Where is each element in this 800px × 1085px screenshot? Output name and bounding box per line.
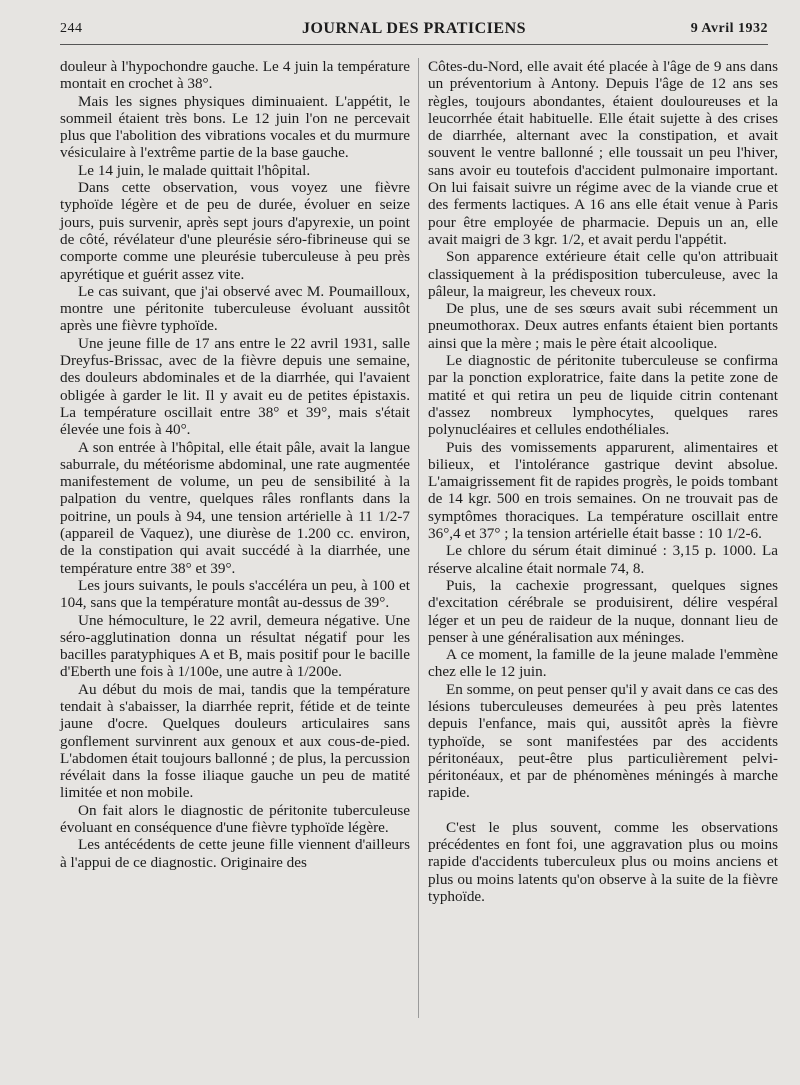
paragraph: Au début du mois de mai, tandis que la température tendait à s'abaisser, la diarrhée reprit, fétide et de teinte jaune d'ocre. Quelques douleurs articulaires sans gonflement survinrent aux genoux et aux cous-de-pied. L'abdomen était toujours ballonné ; de plus, la percussion révélait dans la fosse iliaque gauche un peu de matité limitée et non mobile. [60, 680, 410, 802]
paragraph: Le cas suivant, que j'ai observé avec M. Poumailloux, montre une péritonite tuberculeuse évoluant aussitôt après une fièvre typhoïde. [60, 282, 410, 335]
paragraph: Les jours suivants, le pouls s'accéléra un peu, à 100 et 104, sans que la température montât au-dessus de 39°. [60, 576, 410, 612]
paragraph: De plus, une de ses sœurs avait subi récemment un pneumothorax. Deux autres enfants étaient bien portants ainsi que la mère ; mais le père était alcoolique. [428, 300, 778, 352]
paragraph: Les antécédents de cette jeune fille viennent d'ailleurs à l'appui de ce diagnostic. Originaire des [60, 836, 410, 871]
paragraph: Dans cette observation, vous voyez une fièvre typhoïde légère et de peu de durée, évoluer en seize jours, puis survenir, après sept jours d'apyrexie, un point de côté, révélateur d'une pleurésie séro-fibrineuse qui se comporte comme une pleurésie tuberculeuse à peu près apyrétique et guérit assez vite. [60, 179, 410, 283]
paragraph: A son entrée à l'hôpital, elle était pâle, avait la langue saburrale, du météorisme abdominal, une rate augmentée manifestement de volume, un peu de sensibilité à la palpation du ventre, quelques râles ronflants dans la poitrine, un pouls à 94, une tension artérielle à 11 1/2-7 (appareil de Vaquez), une diurèse de 1.200 cc. environ, de la constipation qui avait succédé à la diarrhée, une température entre 38° et 39°. [60, 438, 410, 577]
paragraph: C'est le plus souvent, comme les observations précédentes en font foi, une aggravation plus ou moins rapide d'accidents tuberculeux plus ou moins anciens et plus ou moins latents qu'on observe à la suite de la fièvre typhoïde. [428, 818, 778, 905]
paragraph: douleur à l'hypochondre gauche. Le 4 juin la température montait en crochet à 38°. [60, 58, 410, 93]
header-rule [60, 44, 768, 45]
paragraph: En somme, on peut penser qu'il y avait dans ce cas des lésions tuberculeuses demeurées à peu près latentes depuis l'enfance, mais qui, aussitôt après la fièvre typhoïde, se sont manifestées par des accidents péritonéaux, peut-être plus particulièrement pelvi-péritonéaux, et par de phénomènes méningés à marche rapide. [428, 680, 778, 802]
paragraph: Le 14 juin, le malade quittait l'hôpital. [78, 161, 311, 179]
column-divider [418, 58, 419, 1018]
paragraph: Une hémoculture, le 22 avril, demeura négative. Une séro-agglutination donna un résultat négatif pour les bacilles paratyphiques A et B, mais positif pour le bacille d'Eberth une fois à 1/100e, une autre à 1/200e. [60, 611, 410, 681]
paragraph: Puis, la cachexie progressant, quelques signes d'excitation cérébrale se produisirent, délire vespéral léger et un peu de raideur de la nuque, donnant lieu de penser à une généralisation aux méninges. [428, 576, 778, 646]
left-column [60, 58, 410, 871]
paragraph: Côtes-du-Nord, elle avait été placée à l'âge de 9 ans dans un préventorium à Antony. Depuis l'âge de 12 ans ses règles, toujours abondantes, étaient douloureuses et la leucorrhée était habituelle. Elle était sujette à des crises de diarrhée, alternant avec la constipation, et avait souvent le ventre ballonné ; elle toussait un peu l'hiver, sans avoir eu toutefois d'accident pulmonaire important. On lui faisait suivre un régime avec de la viande crue et des ferments lactiques. A 16 ans elle était venue à Paris pour être employée de pharmacie. Depuis un an, elle avait maigri de 3 kgr. 1/2, et avait perdu l'appétit. [428, 58, 778, 248]
paragraph: Une jeune fille de 17 ans entre le 22 avril 1931, salle Dreyfus-Brissac, avec de la fièvre depuis une semaine, des douleurs abdominales et de la diarrhée, qui l'avaient obligée à garder le lit. Il y avait eu de petites épistaxis. La température oscillait entre 38° et 39°, mais s'était élevée une fois à 40°. [60, 334, 410, 439]
paragraph: Mais les signes physiques diminuaient. L'appétit, le sommeil étaient très bons. Le 12 juin l'on ne percevait plus que l'abolition des vibrations vocales et du murmure vésiculaire à l'extrême partie de la base gauche. [60, 92, 410, 162]
page-header [60, 18, 768, 40]
paragraph: Le diagnostic de péritonite tuberculeuse se confirma par la ponction exploratrice, faite dans la petite zone de matité et qui retira un peu de liquide citrin contenant d'assez nombreux lymphocytes, quelques rares polynucléaires et cellules endothéliales. [428, 352, 778, 439]
page-number: 244 [60, 21, 83, 36]
right-column [428, 58, 778, 905]
paragraph: A ce moment, la famille de la jeune malade l'emmène chez elle le 12 juin. [428, 646, 778, 681]
paragraph: On fait alors le diagnostic de péritonite tuberculeuse évoluant en conséquence d'une fièvre typhoïde légère. [60, 801, 410, 837]
journal-title: JOURNAL DES PRATICIENS [301, 20, 527, 37]
paragraph: Puis des vomissements apparurent, alimentaires et bilieux, et l'intolérance gastrique devint absolue. L'amaigrissement fit de rapides progrès, le poids tombant de 14 kgr. 500 en trois semaines. On ne trouvait pas de symptômes thoraciques. La température oscillait entre 36°,4 et 37° ; la tension artérielle était basse : 10 1/2-6. [428, 438, 778, 543]
paragraph: Son apparence extérieure était celle qu'on attribuait classiquement à la prédisposition tuberculeuse, avec la pâleur, la maigreur, les cheveux roux. [428, 248, 778, 300]
issue-date: 9 Avril 1932 [690, 21, 768, 36]
paragraph: Le chlore du sérum était diminué : 3,15 p. 1000. La réserve alcaline était normale 74, 8. [428, 542, 778, 577]
